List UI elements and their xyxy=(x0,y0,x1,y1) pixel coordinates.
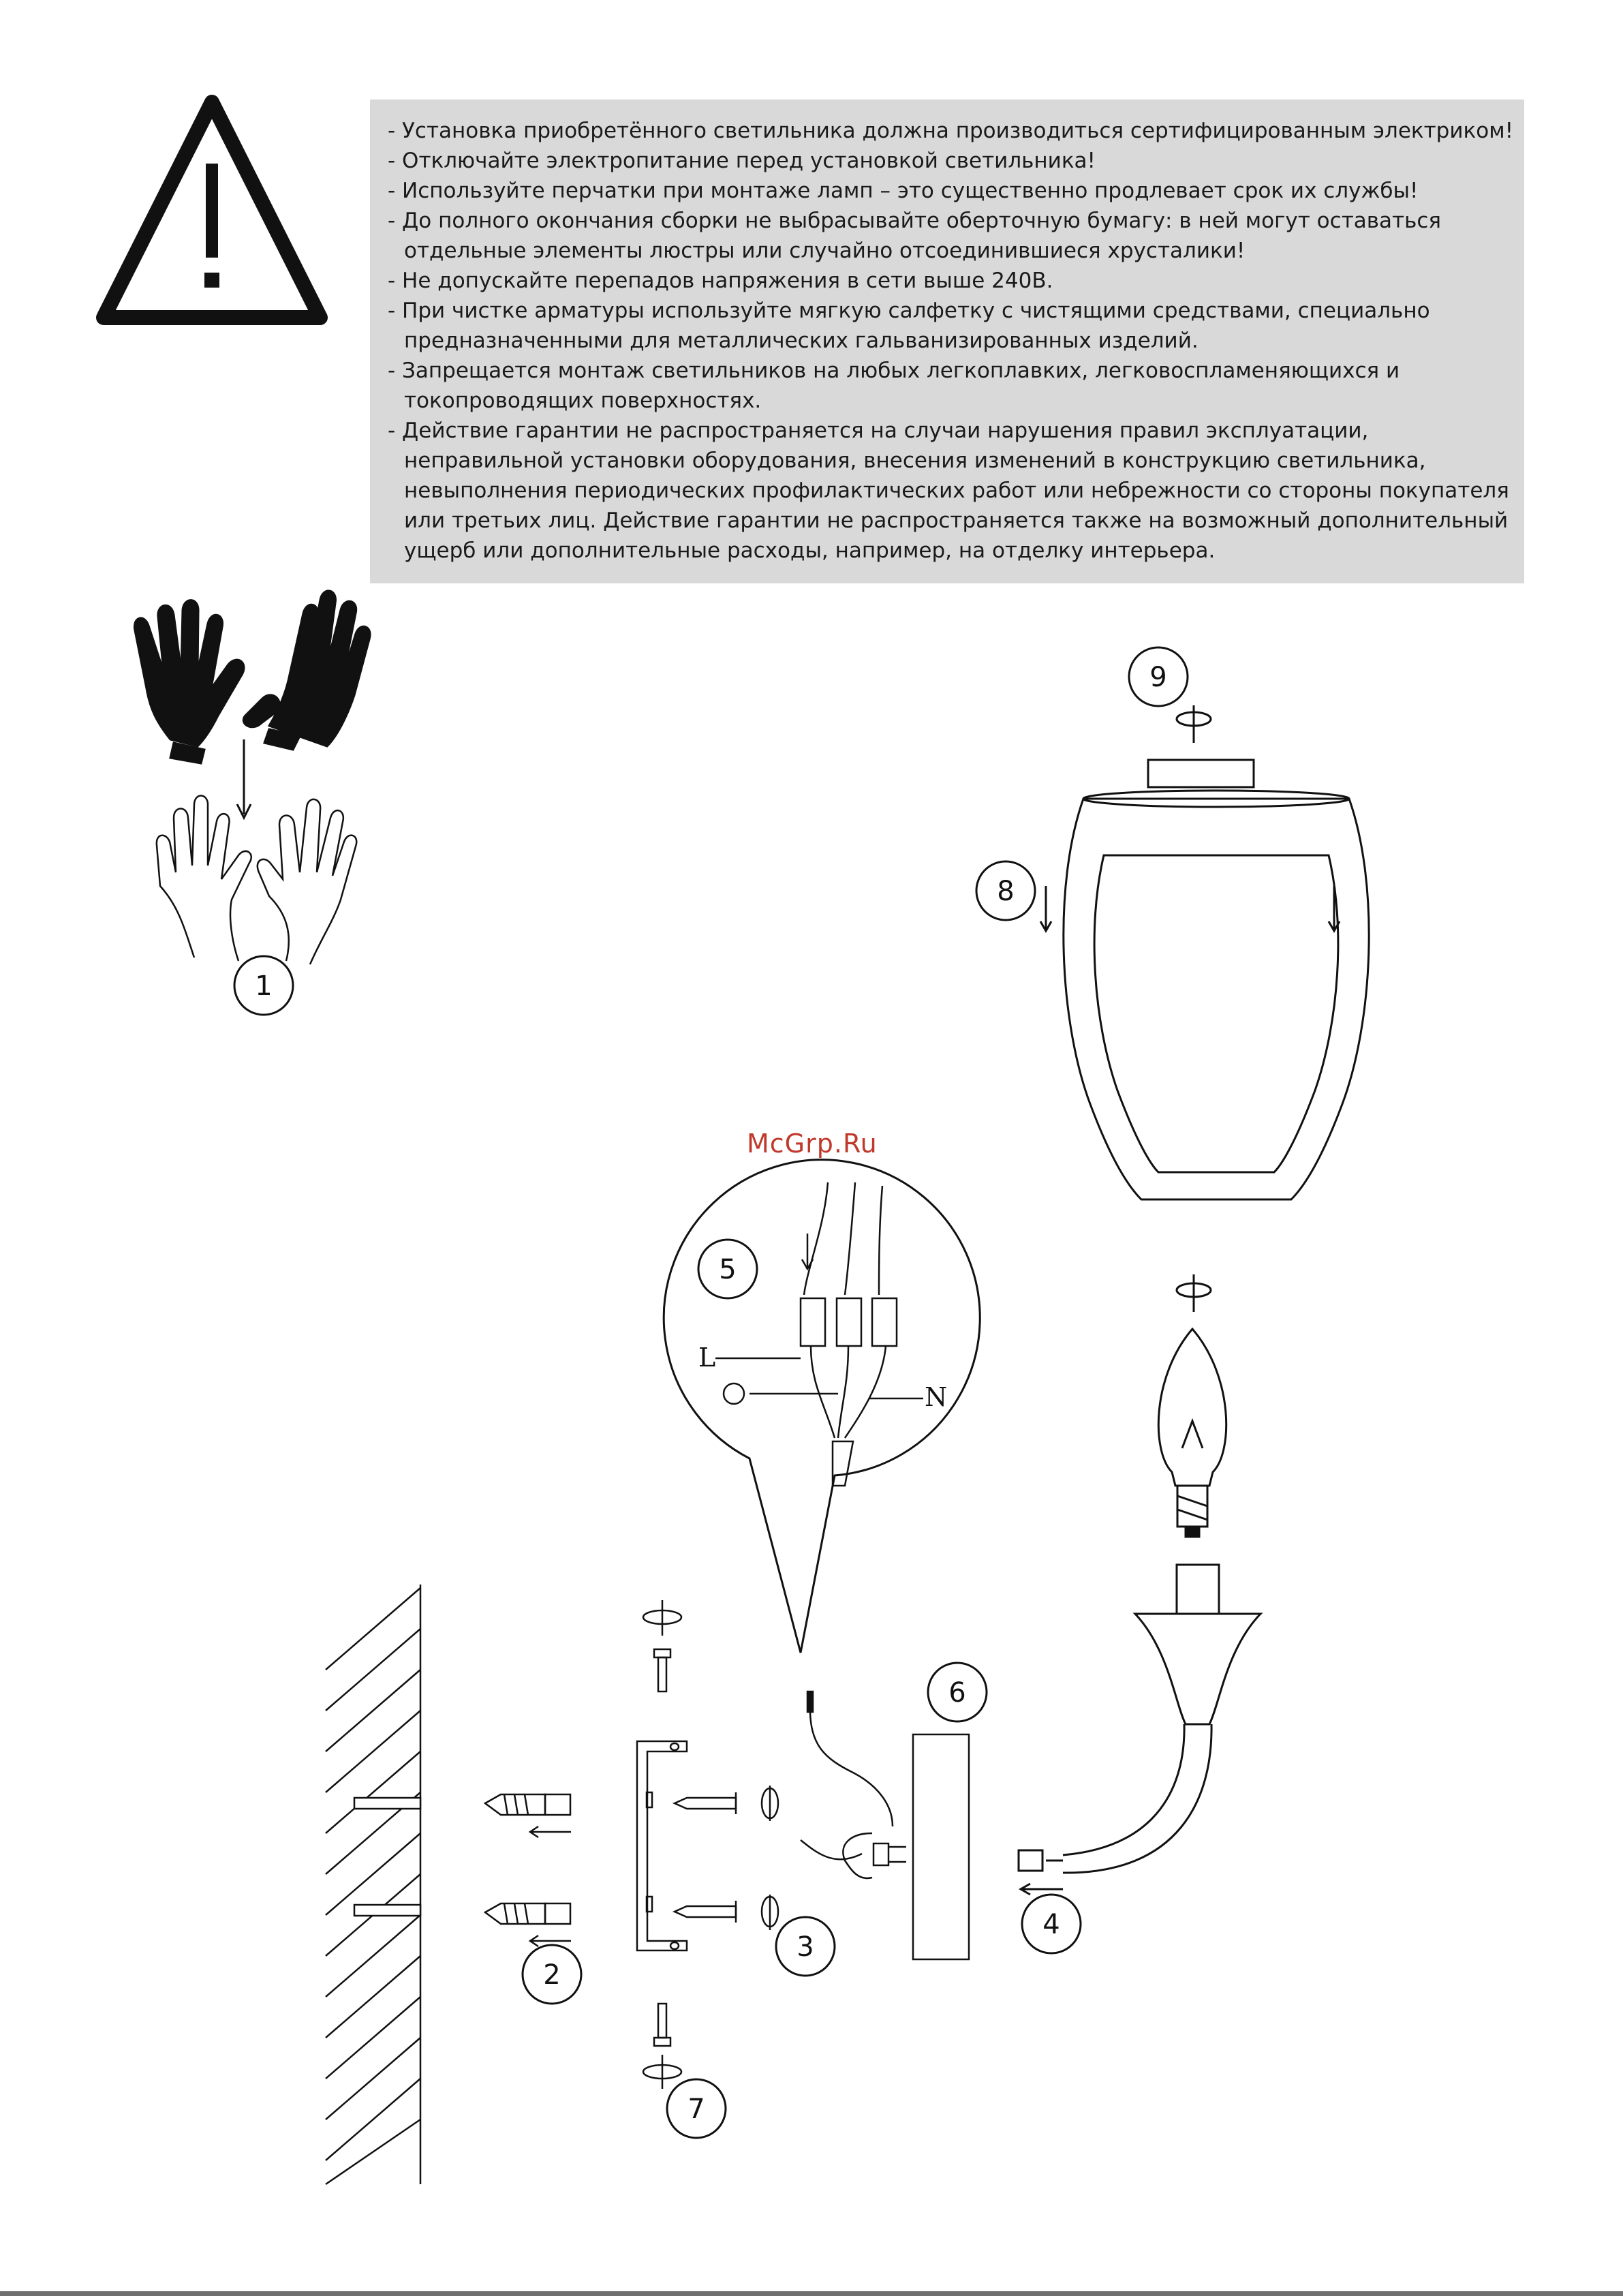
warning-line: - Отключайте электропитание перед установкой светильника! xyxy=(388,149,1096,173)
step-number: 7 xyxy=(687,2094,705,2125)
warning-line: - Действие гарантии не распространяется на случаи нарушения правил эксплуатации, xyxy=(388,418,1369,443)
warning-line: токопроводящих поверхностях. xyxy=(404,388,762,413)
bottom-rule xyxy=(0,2291,1623,2296)
warning-line: неправильной установки оборудования, внесения изменений в конструкцию светильника, xyxy=(404,448,1426,473)
step-number: 3 xyxy=(797,1931,814,1963)
wire-label-neutral: N xyxy=(925,1382,948,1412)
step-number: 4 xyxy=(1042,1909,1060,1940)
screws xyxy=(643,1600,681,2089)
wire-label-live: L xyxy=(698,1343,716,1373)
warning-line: отдельные элементы люстры или случайно отсоединившиеся хрусталики! xyxy=(404,239,1246,263)
gloves-icon xyxy=(134,591,370,763)
warning-line: - До полного окончания сборки не выбрасывайте оберточную бумагу: в ней могут оставаться xyxy=(388,209,1442,233)
warning-line: невыполнения периодических профилактических работ или небрежности со стороны покупателя xyxy=(404,478,1509,503)
warning-line: ущерб или дополнительные расходы, например, на отделку интерьера. xyxy=(404,538,1216,563)
hands-icon xyxy=(157,795,356,964)
candle-bulb xyxy=(1158,1274,1226,1537)
lamp-arm xyxy=(1019,1565,1261,1895)
glass-shade xyxy=(1040,705,1369,1199)
step-number: 9 xyxy=(1149,662,1167,693)
warning-line: предназначенными для металлических гальванизированных изделий. xyxy=(404,328,1199,353)
warning-line: - Используйте перчатки при монтаже ламп – это существенно продлевает срок их службы! xyxy=(388,179,1419,203)
watermark: McGrp.Ru xyxy=(747,1129,878,1159)
wall xyxy=(326,1585,420,2184)
step-number: 8 xyxy=(997,876,1015,907)
warning-line: - Запрещается монтаж светильников на любых легкоплавких, легковоспламеняющихся и xyxy=(388,358,1400,383)
canopy-and-wires xyxy=(801,1688,978,1959)
step-number: 2 xyxy=(543,1959,561,1991)
step-number: 1 xyxy=(255,970,273,1002)
step-number: 5 xyxy=(719,1254,737,1285)
step-number: 6 xyxy=(948,1677,966,1709)
warning-line: - Установка приобретённого светильника должна производиться сертифицированным электриком! xyxy=(388,119,1514,143)
mounting-bracket xyxy=(637,1741,778,1950)
warning-line: - Не допускайте перепадов напряжения в сети выше 240В. xyxy=(388,269,1053,293)
dowels xyxy=(485,1794,571,1946)
terminal-block xyxy=(715,1182,923,1486)
warning-line: или третьих лиц. Действие гарантии не распространяется также на возможный дополнительный xyxy=(404,508,1509,533)
warning-line: - При чистке арматуры используйте мягкую салфетку с чистящими средствами, специально xyxy=(388,299,1430,323)
